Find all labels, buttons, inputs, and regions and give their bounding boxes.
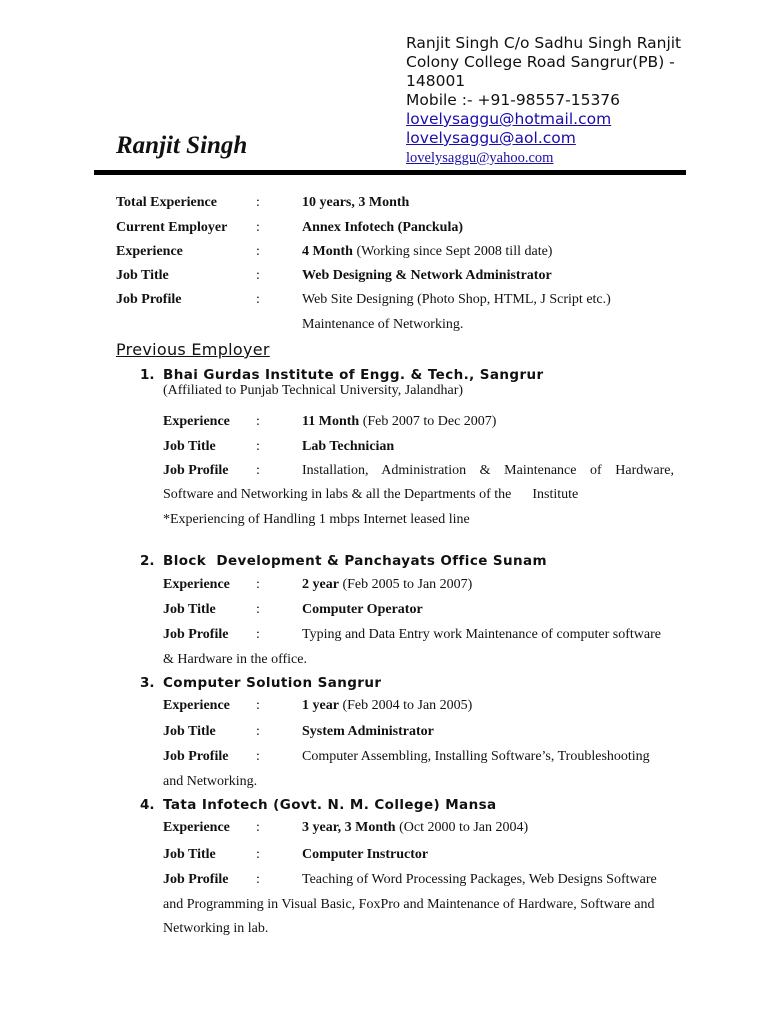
employer-number: 2. <box>140 553 155 569</box>
job-profile-line: Teaching of Word Processing Packages, Web Designs Software <box>302 872 657 887</box>
job-title-label: Job Title <box>163 847 216 862</box>
colon: : <box>256 847 260 862</box>
job-profile-label: Job Profile <box>163 872 229 887</box>
job-title-label: Job Title <box>163 439 216 454</box>
current-employer-value: Annex Infotech (Panckula) <box>302 220 464 235</box>
experience-value: 4 Month (Working since Sept 2008 till date) <box>302 244 553 259</box>
employer-number: 4. <box>140 797 155 813</box>
email-link-aol[interactable]: lovelysaggu@aol.com <box>406 129 576 147</box>
previous-employer-heading: Previous Employer <box>116 340 270 359</box>
job-title-value: Web Designing & Network Administrator <box>302 268 552 283</box>
experience-label: Experience <box>116 244 183 259</box>
current-employer-label: Current Employer <box>116 220 228 235</box>
employer-affiliation: (Affiliated to Punjab Technical University, Jalandhar) <box>163 383 464 398</box>
email-link-hotmail[interactable]: lovelysaggu@hotmail.com <box>406 110 612 128</box>
job-title-label: Job Title <box>163 602 216 617</box>
job-title-value: Lab Technician <box>302 439 395 454</box>
colon: : <box>256 724 260 739</box>
job-profile-line: and Networking. <box>163 774 258 789</box>
email-link-yahoo[interactable]: lovelysaggu@yahoo.com <box>406 150 554 166</box>
job-profile-label: Job Profile <box>116 292 182 307</box>
colon: : <box>256 463 260 478</box>
job-title-label: Job Title <box>163 724 216 739</box>
colon: : <box>256 268 260 283</box>
experience-value: 2 year (Feb 2005 to Jan 2007) <box>302 577 473 592</box>
employer-number: 1. <box>140 367 155 383</box>
job-title-value: System Administrator <box>302 724 434 739</box>
colon: : <box>256 414 260 429</box>
job-title-value: Computer Operator <box>302 602 423 617</box>
total-experience-label: Total Experience <box>116 195 217 210</box>
job-profile-line: Installation, Administration & Maintenance of Hardware, <box>302 463 674 478</box>
job-profile-line: Typing and Data Entry work Maintenance of computer software <box>302 627 662 642</box>
job-profile-line: Computer Assembling, Installing Software’s, Troubleshooting <box>302 749 650 764</box>
job-profile-line: & Hardware in the office. <box>163 652 307 667</box>
mobile-number: Mobile :- +91-98557-15376 <box>406 91 621 109</box>
colon: : <box>256 244 260 259</box>
experience-label: Experience <box>163 698 230 713</box>
colon: : <box>256 698 260 713</box>
experience-label: Experience <box>163 577 230 592</box>
colon: : <box>256 602 260 617</box>
experience-label: Experience <box>163 414 230 429</box>
job-profile-line: Web Site Designing (Photo Shop, HTML, J Script etc.) <box>302 292 611 307</box>
job-profile-line: and Programming in Visual Basic, FoxPro and Maintenance of Hardware, Software and <box>163 897 655 912</box>
contact-address-block <box>406 34 706 168</box>
job-profile-label: Job Profile <box>163 463 229 478</box>
job-profile-label: Job Profile <box>163 627 229 642</box>
job-title-label: Job Title <box>116 268 169 283</box>
experience-label: Experience <box>163 820 230 835</box>
colon: : <box>256 577 260 592</box>
job-profile-line: Software and Networking in labs & all the Departments of the Institute <box>163 487 579 502</box>
colon: : <box>256 820 260 835</box>
employer-name: Computer Solution Sangrur <box>163 675 382 691</box>
job-profile-label: Job Profile <box>163 749 229 764</box>
employer-number: 3. <box>140 675 155 691</box>
employer-name: Block Development & Panchayats Office Sunam <box>163 553 548 569</box>
experience-value: 1 year (Feb 2004 to Jan 2005) <box>302 698 473 713</box>
address-line: Ranjit Singh C/o Sadhu Singh Ranjit <box>406 34 682 52</box>
colon: : <box>256 627 260 642</box>
colon: : <box>256 220 260 235</box>
colon: : <box>256 439 260 454</box>
experience-value: 3 year, 3 Month (Oct 2000 to Jan 2004) <box>302 820 529 835</box>
employer-name: Tata Infotech (Govt. N. M. College) Mansa <box>163 797 497 813</box>
address-line: 148001 <box>406 72 466 90</box>
colon: : <box>256 195 260 210</box>
job-profile-line: Networking in lab. <box>163 921 269 936</box>
employer-name: Bhai Gurdas Institute of Engg. & Tech., Sangrur <box>163 367 544 383</box>
colon: : <box>256 749 260 764</box>
total-experience-value: 10 years, 3 Month <box>302 195 410 210</box>
job-profile-note: *Experiencing of Handling 1 mbps Internet leased line <box>163 512 470 527</box>
address-line: Colony College Road Sangrur(PB) - <box>406 53 675 71</box>
job-title-value: Computer Instructor <box>302 847 429 862</box>
candidate-name: Ranjit Singh <box>116 132 248 159</box>
header-divider <box>94 170 686 175</box>
colon: : <box>256 292 260 307</box>
colon: : <box>256 872 260 887</box>
experience-value: 11 Month (Feb 2007 to Dec 2007) <box>302 414 497 429</box>
job-profile-line: Maintenance of Networking. <box>302 317 464 332</box>
